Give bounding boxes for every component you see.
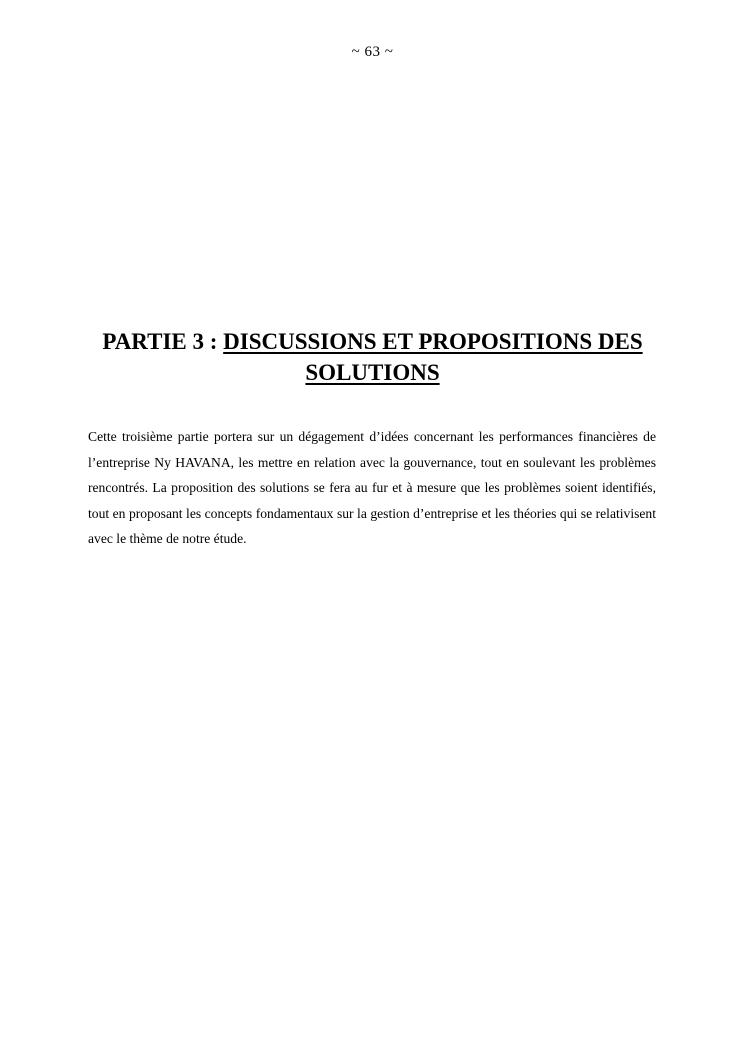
page-number: ~ 63 ~	[351, 44, 394, 60]
part-title: DISCUSSIONS ET PROPOSITIONS DES SOLUTIONS	[223, 329, 643, 385]
part-prefix: PARTIE 3 :	[102, 329, 224, 354]
part-heading	[88, 326, 657, 388]
intro-paragraph: Cette troisième partie portera sur un dégagement d’idées concernant les performances financières de l’entreprise Ny HAVANA, les mettre en relation avec la gouvernance, tout en soulevant les problèmes rencontrés. La proposition des solutions se fera au fur et à mesure que les problèmes soient identifiés, tout en proposant les concepts fondamentaux sur la gestion d’entreprise et les théories qui se relativisent avec le thème de notre étude.	[88, 429, 656, 547]
